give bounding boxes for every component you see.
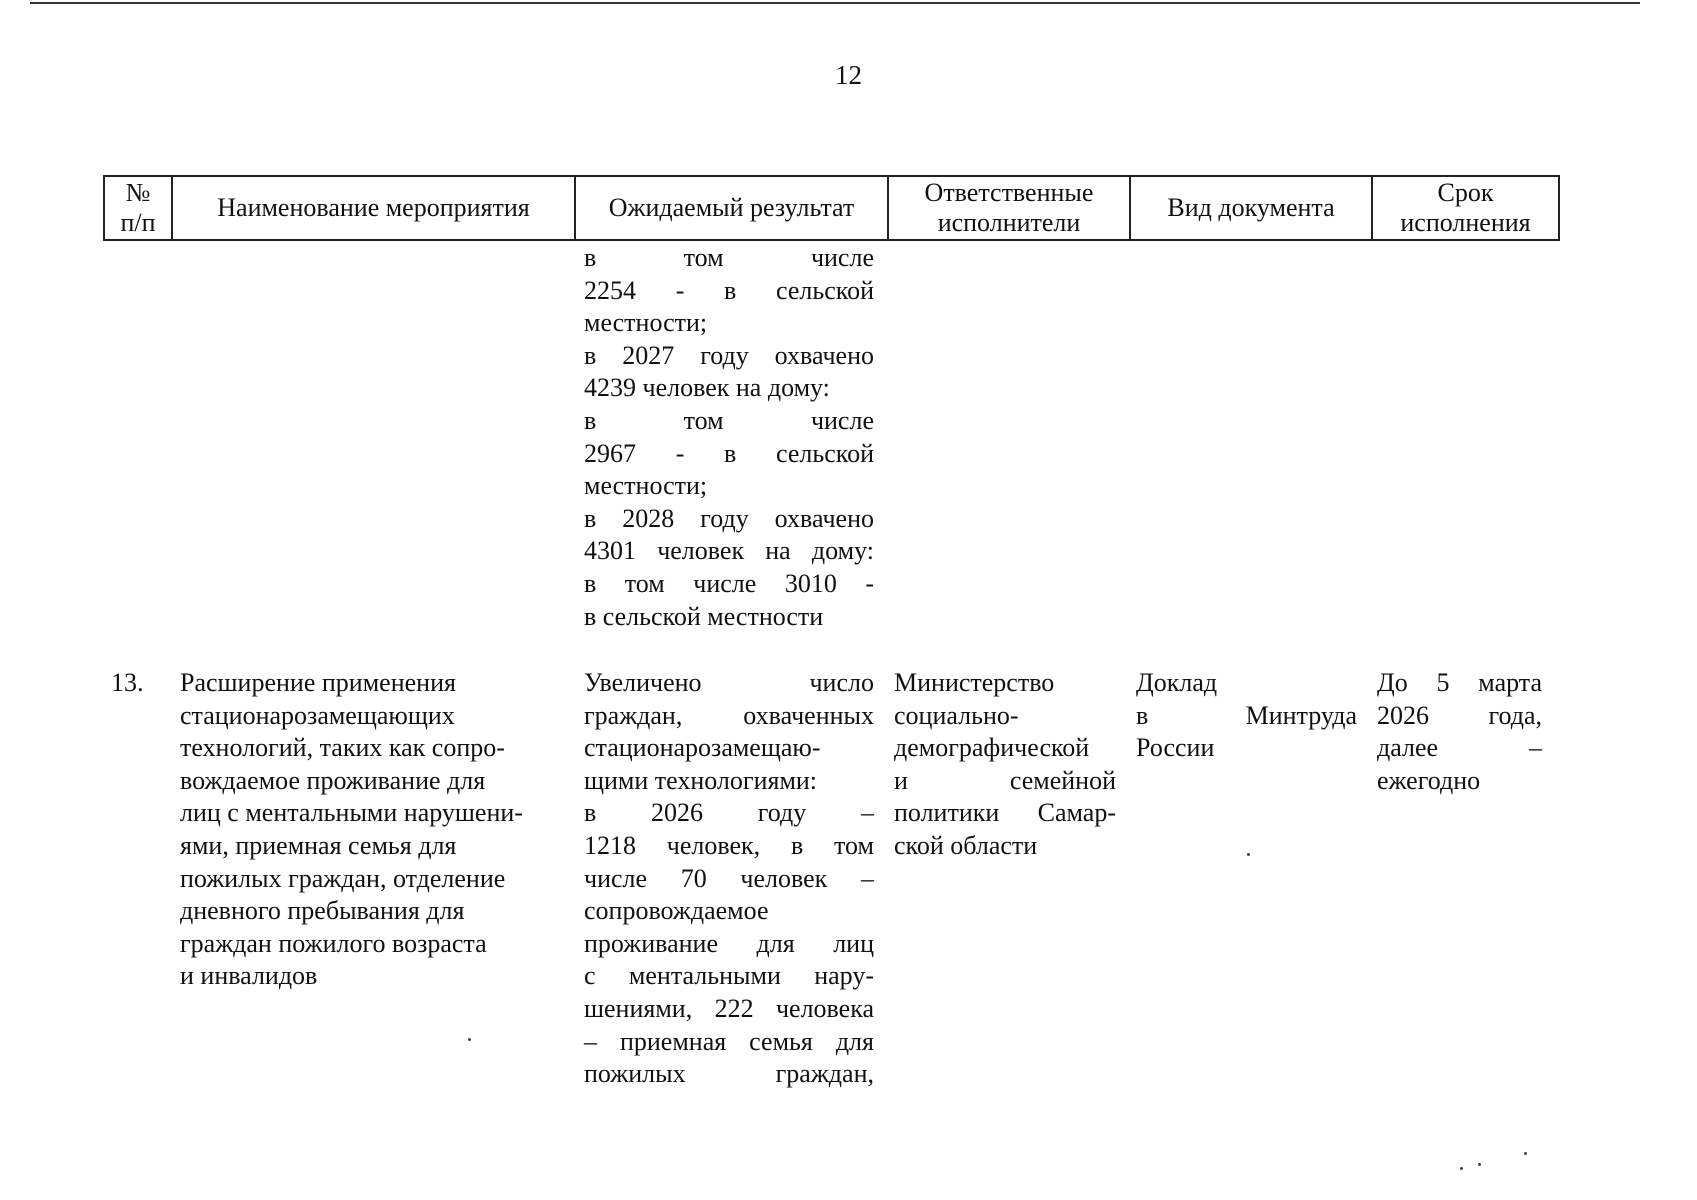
executor-line: и семейной <box>894 765 1116 795</box>
executor-line: Министерство <box>894 668 1055 697</box>
header-deadline: Срок исполнения <box>1372 176 1559 240</box>
name-line: ями, приемная семья для <box>180 830 457 860</box>
result-line: 4239 человек на дому: <box>584 373 830 403</box>
result-line: 4301 человек на дому: <box>584 536 874 566</box>
name-line: дневного пребывания для <box>180 896 465 926</box>
result-line: с ментальными нару- <box>584 961 874 991</box>
executor-line: демографической <box>894 733 1090 763</box>
row-13-executors <box>894 667 1116 863</box>
top-border-line <box>30 2 1640 4</box>
header-expected-result: Ожидаемый результат <box>575 176 888 240</box>
result-line: в том числе 3010 - <box>584 568 874 598</box>
result-line: проживание для лиц <box>584 928 874 958</box>
name-line: стационарозамещающих <box>180 700 455 730</box>
scan-speck <box>1247 853 1250 856</box>
scan-speck <box>1524 1152 1527 1155</box>
name-line: граждан пожилого возраста <box>180 928 487 958</box>
name-line: технологий, таких как сопро- <box>180 733 505 763</box>
result-line: – приемная семья для <box>584 1026 874 1056</box>
name-line: и инвалидов <box>180 961 318 991</box>
result-line: Увеличено число <box>584 668 874 697</box>
executor-line: социально- <box>894 700 1019 730</box>
result-line: местности; <box>584 471 708 501</box>
result-line: в 2028 году охвачено <box>584 503 874 533</box>
result-line: пожилых граждан, <box>584 1059 874 1089</box>
result-line: 2967 - в сельской <box>584 438 874 468</box>
name-line: пожилых граждан, отделение <box>180 863 506 893</box>
table-header <box>103 175 1560 241</box>
result-line: числе 70 человек – <box>584 863 874 893</box>
row-13-document-type <box>1136 667 1357 765</box>
scan-speck <box>1478 1163 1481 1166</box>
result-line: в 2027 году охвачено <box>584 340 874 370</box>
result-line: 1218 человек, в том <box>584 830 874 860</box>
result-line: щими технологиями: <box>584 765 818 795</box>
name-line: Расширение применения <box>180 668 456 697</box>
result-line: в том числе <box>584 405 874 435</box>
result-line: 2254 - в сельской <box>584 275 874 305</box>
result-line: граждан, охваченных <box>584 700 874 730</box>
result-line: в 2026 году – <box>584 798 874 828</box>
result-line: местности; <box>584 308 708 338</box>
name-line: лиц с ментальными нарушени- <box>180 798 523 828</box>
document-line: Доклад <box>1136 668 1218 697</box>
deadline-line: До 5 марта <box>1377 668 1542 697</box>
deadline-line: далее – <box>1377 733 1542 763</box>
document-line: в Минтруда <box>1136 700 1357 730</box>
header-number: № п/п <box>104 176 172 240</box>
header-executors: Ответственные исполнители <box>888 176 1130 240</box>
row-13-event-name <box>180 667 570 993</box>
row-13-number: 13. <box>111 668 144 697</box>
executor-line: ской области <box>894 830 1038 860</box>
executor-line: политики Самар- <box>894 798 1116 828</box>
result-line: стационарозамещаю- <box>584 733 821 763</box>
name-line: вождаемое проживание для <box>180 765 486 795</box>
continuation-result-cell <box>584 242 874 633</box>
row-13-expected-result <box>584 667 874 1091</box>
result-line: шениями, 222 человека <box>584 993 874 1023</box>
result-line: сопровождаемое <box>584 896 769 926</box>
document-line: России <box>1136 733 1215 763</box>
deadline-line: ежегодно <box>1377 765 1481 795</box>
header-document-type: Вид документа <box>1130 176 1372 240</box>
page-number: 12 <box>835 60 862 90</box>
scan-speck <box>1460 1167 1463 1170</box>
scan-speck <box>468 1038 471 1041</box>
result-line: в том числе <box>584 243 874 272</box>
row-13-deadline <box>1377 667 1542 797</box>
header-event-name: Наименование мероприятия <box>172 176 575 240</box>
deadline-line: 2026 года, <box>1377 700 1542 730</box>
result-line: в сельской местности <box>584 601 824 631</box>
header-row <box>104 176 1559 240</box>
